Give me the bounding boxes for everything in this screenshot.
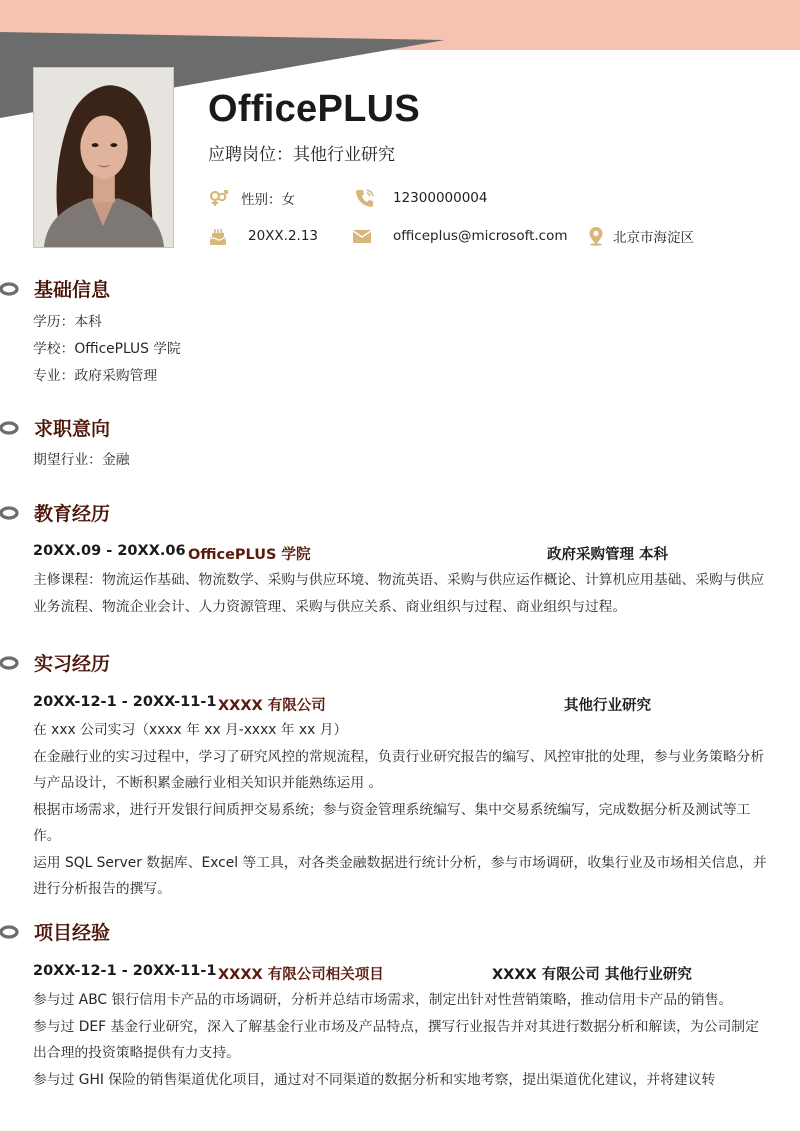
gender-icon bbox=[208, 188, 228, 208]
section-title: 求职意向 bbox=[34, 418, 111, 440]
email-text: officeplus@microsoft.com bbox=[393, 228, 568, 244]
internship-period: 20XX-12-1 - 20XX-11-1 bbox=[33, 694, 217, 710]
section-bullet-icon bbox=[0, 925, 20, 939]
birthday-text: 20XX.2.13 bbox=[248, 228, 319, 244]
section-title: 教育经历 bbox=[34, 503, 111, 525]
internship-role: 其他行业研究 bbox=[564, 698, 651, 714]
location-info bbox=[586, 226, 694, 246]
candidate-name: OfficePLUS bbox=[208, 88, 421, 130]
applied-position: 应聘岗位：其他行业研究 bbox=[208, 145, 395, 165]
section-title: 实习经历 bbox=[34, 653, 111, 675]
section-internship bbox=[0, 649, 110, 676]
intent-industry: 期望行业：金融 bbox=[33, 452, 130, 468]
project-company-role: XXXX 有限公司 其他行业研究 bbox=[492, 967, 692, 983]
section-projects bbox=[0, 918, 110, 945]
section-bullet-icon bbox=[0, 421, 20, 435]
section-title: 基础信息 bbox=[34, 279, 111, 301]
basic-education: 学历：本科 bbox=[33, 314, 102, 330]
phone-info bbox=[355, 188, 487, 208]
courses-text: 主修课程：物流运作基础、物流数学、采购与供应环境、物流英语、采购与供应运作概论、计算机应用基础、采购与供应业务流程、物流企业会计、人力资源管理、采购与供应关系、商业组织与过程、商业组织与过程。 bbox=[33, 572, 765, 615]
project-period: 20XX-12-1 - 20XX-11-1 bbox=[33, 963, 217, 979]
phone-icon bbox=[355, 188, 375, 208]
internship-line: 根据市场需求，进行开发银行间质押交易系统；参与资金管理系统编写、集中交易系统编写，完成数据分析及测试等工作。 bbox=[33, 801, 751, 844]
education-period: 20XX.09 - 20XX.06 bbox=[33, 543, 186, 559]
section-bullet-icon bbox=[0, 656, 20, 670]
internship-line: 运用 SQL Server 数据库、Excel 等工具，对各类金融数据进行统计分析，参与市场调研，收集行业及市场相关信息，并进行分析报告的撰写。 bbox=[33, 854, 767, 897]
section-bullet-icon bbox=[0, 506, 20, 520]
project-line: 参与过 DEF 基金行业研究，深入了解基金行业市场及产品特点，撰写行业报告并对其进行数据分析和解读，为公司制定出合理的投资策略提供有力支持。 bbox=[33, 1018, 759, 1061]
section-bullet-icon bbox=[0, 282, 20, 296]
section-education bbox=[0, 499, 110, 526]
education-major-degree: 政府采购管理 本科 bbox=[547, 547, 669, 563]
project-name: XXXX 有限公司相关项目 bbox=[218, 967, 384, 983]
phone-text: 12300000004 bbox=[393, 190, 488, 206]
email-info bbox=[352, 226, 568, 246]
education-school: OfficePLUS 学院 bbox=[188, 547, 311, 563]
gender-text: 性别：女 bbox=[241, 192, 295, 208]
internship-line: 在金融行业的实习过程中，学习了研究风控的常规流程，负责行业研究报告的编写、风控审批的处理，参与业务策略分析与产品设计，不断积累金融行业相关知识并能熟练运用 。 bbox=[33, 748, 765, 791]
basic-major: 专业：政府采购管理 bbox=[33, 368, 158, 384]
basic-school: 学校：OfficePLUS 学院 bbox=[33, 341, 181, 357]
profile-photo bbox=[33, 67, 174, 248]
section-title: 项目经验 bbox=[34, 922, 111, 944]
internship-details bbox=[33, 717, 770, 903]
envelope-icon bbox=[352, 226, 372, 246]
education-courses bbox=[33, 567, 770, 620]
gender-info bbox=[208, 188, 295, 208]
project-line: 参与过 GHI 保险的销售渠道优化项目，通过对不同渠道的数据分析和实地考察，提出渠道优化建议，并将建议转 bbox=[33, 1071, 716, 1088]
internship-company: XXXX 有限公司 bbox=[218, 698, 326, 714]
location-text: 北京市海淀区 bbox=[613, 230, 694, 246]
cake-icon bbox=[208, 226, 228, 246]
location-pin-icon bbox=[586, 226, 606, 246]
internship-line: 在 xxx 公司实习（xxxx 年 xx 月-xxxx 年 xx 月） bbox=[33, 722, 348, 738]
project-line: 参与过 ABC 银行信用卡产品的市场调研，分析并总结市场需求，制定出针对性营销策略，推动信用卡产品的销售。 bbox=[33, 992, 733, 1008]
project-details bbox=[33, 987, 770, 1093]
birthday-info bbox=[208, 226, 318, 246]
section-basic-info bbox=[0, 275, 110, 302]
section-job-intent bbox=[0, 414, 110, 441]
